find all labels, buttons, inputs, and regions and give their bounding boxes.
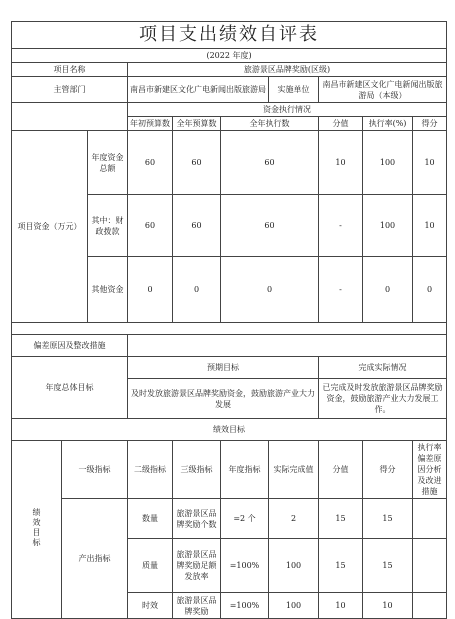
perf-level3: 旅游景区品牌奖励足额发放率 — [173, 539, 221, 593]
perf-score-value: 15 — [319, 539, 363, 593]
fund-row-label: 其中：财政拨款 — [88, 195, 128, 257]
perf-score-value: 15 — [319, 499, 363, 539]
fund-value: 0 — [221, 257, 319, 323]
project-name-label: 项目名称 — [12, 63, 128, 77]
perf-target: =2 个 — [221, 499, 269, 539]
perf-level3: 旅游景区品牌奖励 — [173, 593, 221, 619]
fund-value: 60 — [128, 195, 173, 257]
perf-level1: 产出指标 — [62, 499, 128, 619]
blank-cell — [12, 117, 128, 131]
year-label: (2022 年度) — [12, 49, 447, 63]
fund-value: 60 — [221, 131, 319, 195]
perf-header: 一级指标 — [62, 441, 128, 499]
perf-target: =100% — [221, 593, 269, 619]
fund-value: 60 — [221, 195, 319, 257]
budget-header: 执行率(%) — [363, 117, 413, 131]
perf-header: 年度指标 — [221, 441, 269, 499]
expected-goal-label: 预期目标 — [128, 357, 319, 379]
perf-level2: 时效 — [128, 593, 173, 619]
perf-actual: 2 — [269, 499, 319, 539]
spacer-row — [12, 323, 447, 335]
deviation-value — [128, 335, 447, 357]
fund-value: 60 — [173, 195, 221, 257]
blank-cell — [12, 103, 128, 117]
perf-header: 分值 — [319, 441, 363, 499]
fund-value: 10 — [413, 195, 447, 257]
page-title: 项目支出绩效自评表 — [12, 22, 447, 49]
fund-value: 0 — [128, 257, 173, 323]
deviation-label: 偏差原因及整改措施 — [12, 335, 128, 357]
perf-header: 得分 — [363, 441, 413, 499]
fund-value: - — [319, 257, 363, 323]
perf-level2: 数量 — [128, 499, 173, 539]
goal-label: 年度总体目标 — [12, 357, 128, 419]
perf-header: 执行率偏差原因分析及改进措施 — [413, 441, 447, 499]
perf-header: 实际完成值 — [269, 441, 319, 499]
perf-header: 三级指标 — [173, 441, 221, 499]
perf-score: 10 — [363, 593, 413, 619]
perf-score: 15 — [363, 539, 413, 593]
budget-header: 年初预算数 — [128, 117, 173, 131]
perf-header: 二级指标 — [128, 441, 173, 499]
fund-value: 0 — [363, 257, 413, 323]
budget-section-title: 资金执行情况 — [128, 103, 447, 117]
fund-value: 60 — [128, 131, 173, 195]
perf-note — [413, 593, 447, 619]
budget-header: 分值 — [319, 117, 363, 131]
fund-value: 10 — [319, 131, 363, 195]
perf-level3: 旅游景区品牌奖励个数 — [173, 499, 221, 539]
budget-header: 全年预算数 — [173, 117, 221, 131]
budget-header: 得分 — [413, 117, 447, 131]
fund-value: - — [319, 195, 363, 257]
budget-header: 全年执行数 — [221, 117, 319, 131]
fund-value: 60 — [173, 131, 221, 195]
perf-group-text: 绩效目标 — [32, 508, 41, 548]
expected-goal-text: 及时发放旅游景区品牌奖励资金，鼓励旅游产业大力发展 — [128, 379, 319, 419]
perf-group-label — [12, 441, 62, 619]
perf-target: =100% — [221, 539, 269, 593]
perf-score-value: 10 — [319, 593, 363, 619]
perf-note — [413, 499, 447, 539]
dept-value: 南昌市新建区文化广电新闻出版旅游局 — [128, 77, 269, 103]
fund-value: 100 — [363, 195, 413, 257]
perf-score: 15 — [363, 499, 413, 539]
evaluation-sheet — [11, 21, 446, 619]
actual-status-label: 完成实际情况 — [319, 357, 447, 379]
fund-label: 项目资金（万元） — [12, 131, 88, 323]
fund-value: 10 — [413, 131, 447, 195]
fund-value: 0 — [173, 257, 221, 323]
impl-label: 实施单位 — [269, 77, 319, 103]
perf-note — [413, 539, 447, 593]
perf-actual: 100 — [269, 593, 319, 619]
actual-status-text: 已完成及时发放旅游景区品牌奖励资金，鼓励旅游产业大力发展工作。 — [319, 379, 447, 419]
fund-row-label: 年度资金总额 — [88, 131, 128, 195]
impl-value: 南昌市新建区文化广电新闻出版旅游局（本级） — [319, 77, 447, 103]
project-name-value: 旅游景区品牌奖励(区级) — [128, 63, 447, 77]
evaluation-table — [11, 21, 447, 619]
dept-label: 主管部门 — [12, 77, 128, 103]
fund-value: 100 — [363, 131, 413, 195]
perf-actual: 100 — [269, 539, 319, 593]
perf-section-title: 绩效目标 — [12, 419, 447, 441]
fund-value: 0 — [413, 257, 447, 323]
perf-level2: 质量 — [128, 539, 173, 593]
fund-row-label: 其他资金 — [88, 257, 128, 323]
